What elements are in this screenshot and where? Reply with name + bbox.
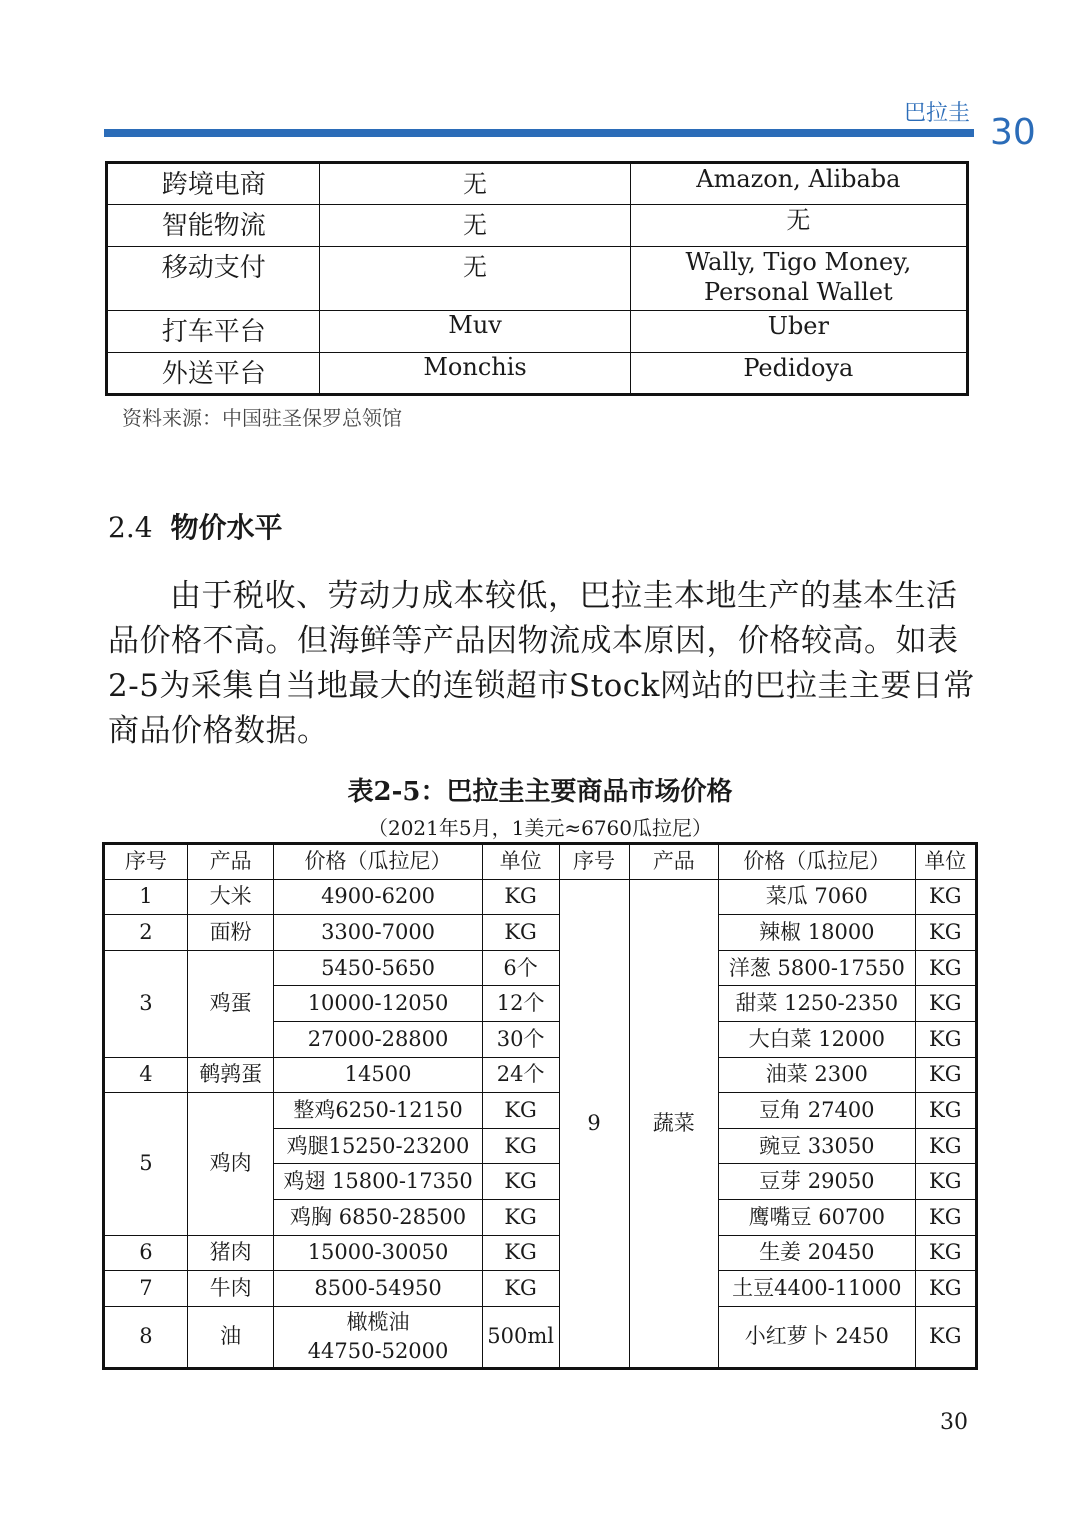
table-cell: Pedidoya: [630, 353, 967, 395]
price-value: 27000-28800: [274, 1021, 482, 1057]
product-name: 猪肉: [187, 1235, 274, 1271]
price-value: 洋葱 5800-17550: [719, 950, 915, 986]
platform-table: [105, 161, 969, 396]
price-value: 鸡翅 15800-17350: [274, 1164, 482, 1200]
row-number: 1: [104, 879, 188, 915]
unit-value: KG: [482, 1199, 559, 1235]
price-value: 辣椒 18000: [719, 915, 915, 951]
unit-value: KG: [915, 1235, 977, 1271]
price-value: [274, 1306, 482, 1368]
table-row: [104, 1235, 977, 1271]
body-paragraph: 由于税收、劳动力成本较低，巴拉圭本地生产的基本生活品价格不高。但海鲜等产品因物流成本原因，价格较高。如表2-5为采集自当地最大的连锁超市Stock网站的巴拉圭主要日常商品价格数据。: [108, 578, 975, 749]
unit-value: KG: [915, 1306, 977, 1368]
price-table: [102, 842, 978, 1370]
table-source-note: 资料来源：中国驻圣保罗总领馆: [122, 406, 402, 430]
price-value: 豆角 27400: [719, 1093, 915, 1129]
price-value: 鹰嘴豆 60700: [719, 1199, 915, 1235]
unit-value: KG: [482, 1128, 559, 1164]
table-row: [107, 311, 968, 353]
unit-value: KG: [915, 879, 977, 915]
column-header: 产品: [629, 844, 719, 880]
unit-value: KG: [915, 950, 977, 986]
price-value: 豌豆 33050: [719, 1128, 915, 1164]
unit-value: KG: [915, 1057, 977, 1093]
price-value: 10000-12050: [274, 986, 482, 1022]
unit-value: KG: [482, 1271, 559, 1307]
table-cell: 跨境电商: [107, 163, 320, 205]
running-header-title: 巴拉圭: [903, 101, 970, 126]
price-value: 小红萝卜 2450: [719, 1306, 915, 1368]
column-header: 产品: [187, 844, 274, 880]
unit-value: KG: [915, 1128, 977, 1164]
table-cell: 外送平台: [107, 353, 320, 395]
unit-value: KG: [915, 1199, 977, 1235]
running-header-page-number: 30: [990, 112, 1036, 153]
cell-line: 橄榄油: [346, 1309, 410, 1334]
unit-value: KG: [482, 879, 559, 915]
unit-value: KG: [915, 915, 977, 951]
row-number: 5: [104, 1093, 188, 1235]
price-value: 豆芽 29050: [719, 1164, 915, 1200]
unit-value: KG: [482, 1235, 559, 1271]
product-name: 蔬菜: [629, 879, 719, 1368]
table-cell: 无: [320, 205, 630, 247]
table-row: [104, 879, 977, 915]
table-cell: 无: [320, 247, 630, 311]
unit-value: 12个: [482, 986, 559, 1022]
price-value: 土豆4400-11000: [719, 1271, 915, 1307]
table-cell: [630, 247, 967, 311]
table-subcaption: （2021年5月，1美元≈6760瓜拉尼）: [367, 816, 712, 840]
product-name: 鸡蛋: [187, 950, 274, 1057]
table-cell: Uber: [630, 311, 967, 353]
table-row: [104, 1057, 977, 1093]
price-value: 鸡腿15250-23200: [274, 1128, 482, 1164]
price-value: 14500: [274, 1057, 482, 1093]
page-number: 30: [940, 1410, 968, 1435]
table-row: [107, 353, 968, 395]
table-header-row: [104, 844, 977, 880]
section-heading: [108, 506, 283, 546]
row-number: 4: [104, 1057, 188, 1093]
table-row: [104, 950, 977, 986]
unit-value: KG: [915, 1164, 977, 1200]
table-row: [104, 915, 977, 951]
product-name: 面粉: [187, 915, 274, 951]
unit-value: KG: [915, 1093, 977, 1129]
column-header: 单位: [915, 844, 977, 880]
price-value: 生姜 20450: [719, 1235, 915, 1271]
cell-line: 44750-52000: [307, 1338, 449, 1363]
table-cell: Monchis: [320, 353, 630, 395]
unit-value: KG: [482, 915, 559, 951]
row-number: 6: [104, 1235, 188, 1271]
table-cell: Amazon, Alibaba: [630, 163, 967, 205]
row-number: 3: [104, 950, 188, 1057]
table-row: [104, 1306, 977, 1368]
unit-value: KG: [482, 1164, 559, 1200]
table-cell: 打车平台: [107, 311, 320, 353]
table-row: [107, 205, 968, 247]
price-value: 鸡胸 6850-28500: [274, 1199, 482, 1235]
price-value: 4900-6200: [274, 879, 482, 915]
price-value: 3300-7000: [274, 915, 482, 951]
unit-value: 30个: [482, 1021, 559, 1057]
table-cell: 无: [320, 163, 630, 205]
price-value: 甜菜 1250-2350: [719, 986, 915, 1022]
cell-line: Wally, Tigo Money,: [685, 248, 912, 276]
product-name: 鹌鹑蛋: [187, 1057, 274, 1093]
table-row: [104, 1271, 977, 1307]
unit-value: KG: [915, 1021, 977, 1057]
cell-line: Personal Wallet: [704, 278, 893, 306]
table-cell: 移动支付: [107, 247, 320, 311]
unit-value: 6个: [482, 950, 559, 986]
product-name: 油: [187, 1306, 274, 1368]
row-number: 7: [104, 1271, 188, 1307]
unit-value: KG: [915, 986, 977, 1022]
column-header: 价格（瓜拉尼）: [719, 844, 915, 880]
price-value: 整鸡6250-12150: [274, 1093, 482, 1129]
table-row: [104, 1093, 977, 1129]
product-name: 牛肉: [187, 1271, 274, 1307]
column-header: 序号: [559, 844, 629, 880]
price-value: 油菜 2300: [719, 1057, 915, 1093]
row-number: 8: [104, 1306, 188, 1368]
product-name: 大米: [187, 879, 274, 915]
price-value: 菜瓜 7060: [719, 879, 915, 915]
table-cell: 智能物流: [107, 205, 320, 247]
price-value: 15000-30050: [274, 1235, 482, 1271]
column-header: 价格（瓜拉尼）: [274, 844, 482, 880]
unit-value: KG: [482, 1093, 559, 1129]
table-row: [107, 247, 968, 311]
row-number: 9: [559, 879, 629, 1368]
table-cell: Muv: [320, 311, 630, 353]
unit-value: KG: [915, 1271, 977, 1307]
section-title: 物价水平: [170, 511, 283, 544]
column-header: 单位: [482, 844, 559, 880]
table-row: [107, 163, 968, 205]
price-value: 8500-54950: [274, 1271, 482, 1307]
column-header: 序号: [104, 844, 188, 880]
section-number: 2.4: [108, 511, 153, 544]
header-rule: [104, 129, 974, 137]
product-name: 鸡肉: [187, 1093, 274, 1235]
table-caption: 表2-5：巴拉圭主要商品市场价格: [347, 777, 733, 807]
table-cell: 无: [630, 205, 967, 247]
row-number: 2: [104, 915, 188, 951]
unit-value: 24个: [482, 1057, 559, 1093]
unit-value: 500ml: [482, 1306, 559, 1368]
price-value: 5450-5650: [274, 950, 482, 986]
price-value: 大白菜 12000: [719, 1021, 915, 1057]
